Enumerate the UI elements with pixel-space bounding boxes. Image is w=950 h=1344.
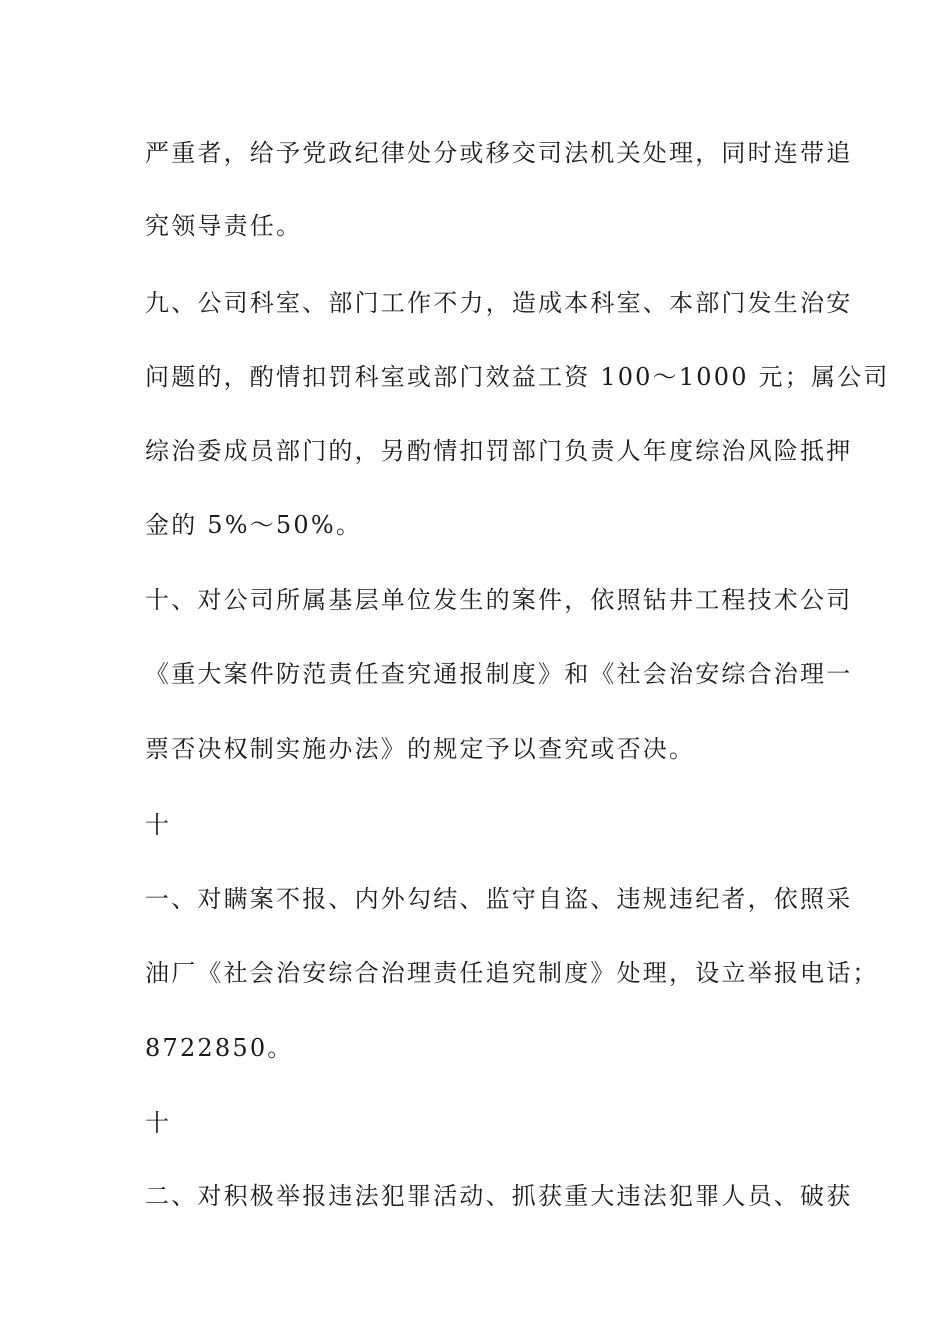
paragraph-line: 《重大案件防范责任查究通报制度》和《社会治安综合治理一 bbox=[145, 660, 853, 688]
paragraph-line: 问题的，酌情扣罚科室或部门效益工资 100～1000 元；属公司 bbox=[145, 363, 890, 391]
paragraph-line: 综治委成员部门的，另酌情扣罚部门负责人年度综治风险抵押 bbox=[145, 437, 853, 465]
paragraph-line: 十 bbox=[145, 811, 172, 839]
paragraph-line: 票否决权制实施办法》的规定予以查究或否决。 bbox=[145, 735, 696, 763]
paragraph-line: 二、对积极举报违法犯罪活动、抓获重大违法犯罪人员、破获 bbox=[145, 1182, 853, 1210]
paragraph-line: 严重者，给予党政纪律处分或移交司法机关处理，同时连带追 bbox=[145, 139, 853, 167]
paragraph-line: 究领导责任。 bbox=[145, 212, 303, 240]
paragraph-line: 十、对公司所属基层单位发生的案件，依照钻井工程技术公司 bbox=[145, 586, 853, 614]
paragraph-line: 油厂《社会治安综合治理责任追究制度》处理，设立举报电话； bbox=[145, 959, 879, 987]
paragraph-line: 一、对瞒案不报、内外勾结、监守自盗、违规违纪者，依照采 bbox=[145, 885, 853, 913]
paragraph-line: 金的 5%～50%。 bbox=[145, 511, 363, 539]
paragraph-line: 九、公司科室、部门工作不力，造成本科室、本部门发生治安 bbox=[145, 289, 853, 317]
paragraph-line: 8722850。 bbox=[145, 1034, 294, 1062]
paragraph-line: 十 bbox=[145, 1109, 172, 1137]
